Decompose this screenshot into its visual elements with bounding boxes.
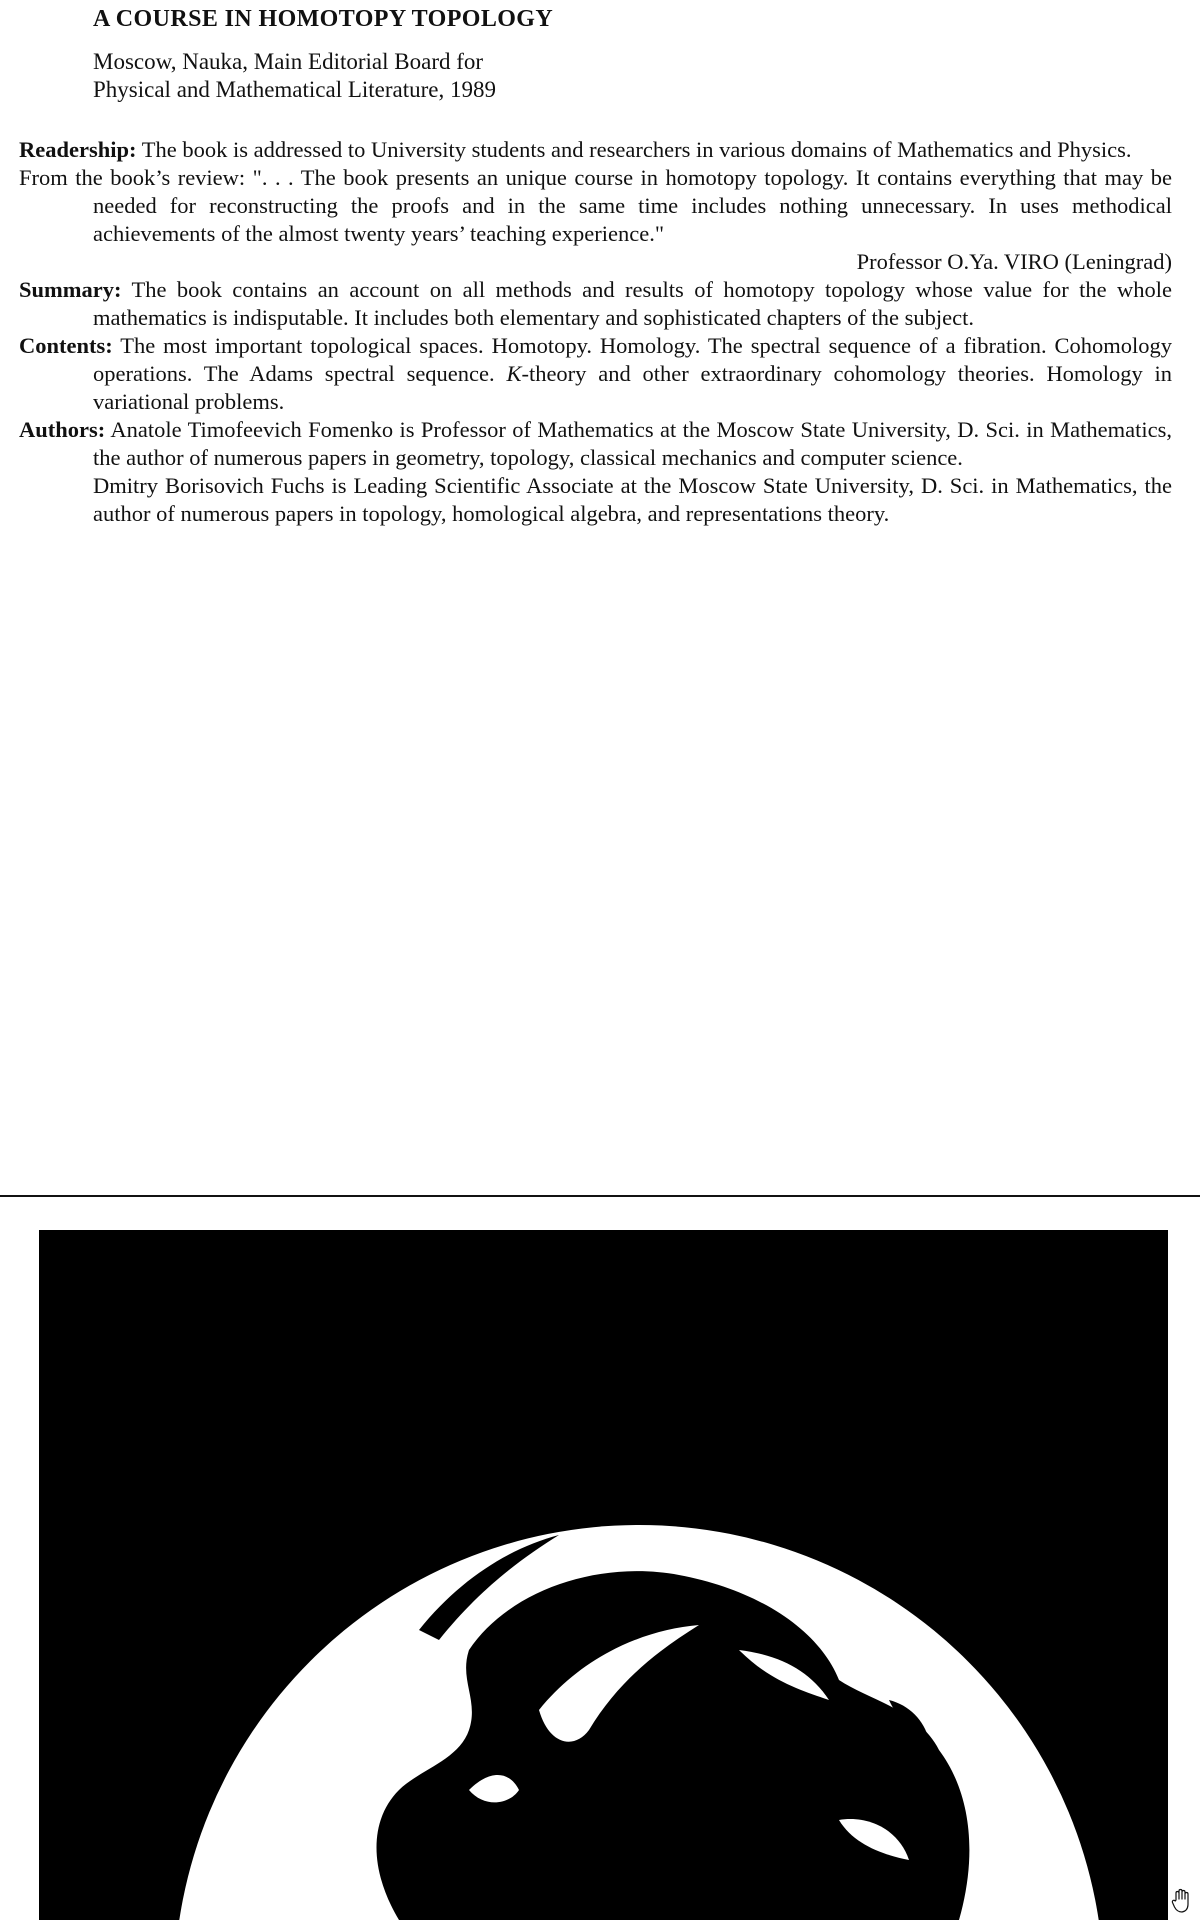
book-title: A COURSE IN HOMOTOPY TOPOLOGY xyxy=(93,6,554,32)
authors-text-fomenko: Anatole Timofeevich Fomenko is Professor of Mathematics at the Moscow State University, D. Sci. in Mathematics, the author of numerous papers in geometry, topology, classical mechanics and computer science. xyxy=(93,417,1172,470)
summary-label: Summary: xyxy=(19,277,122,302)
review-signoff: Professor O.Ya. VIRO (Leningrad) xyxy=(856,249,1172,274)
contents-label: Contents: xyxy=(19,333,113,358)
readership-entry xyxy=(19,136,1172,164)
contents-text-part2: -theory and other extraordinary cohomology theories. Homology in variational problems. xyxy=(93,361,1172,414)
readership-label: Readership: xyxy=(19,137,137,162)
contents-text-part1: The most important topological spaces. Homotopy. Homology. The spectral sequence of a fibration. Cohomology operations. The Adams spectral sequence. xyxy=(93,333,1172,386)
contents-entry xyxy=(19,332,1172,416)
authors-text-fuchs: Dmitry Borisovich Fuchs is Leading Scientific Associate at the Moscow State University, D. Sci. in Mathematics, the author of numerous papers in topology, homological algebra, and representations theory. xyxy=(93,473,1172,526)
summary-text: The book contains an account on all methods and results of homotopy topology whose value for the whole mathematics is indisputable. It includes both elementary and sophisticated chapters of the subject. xyxy=(93,277,1172,330)
publisher-line-1: Moscow, Nauka, Main Editorial Board for xyxy=(93,49,484,74)
contents-k-symbol: K xyxy=(506,361,522,386)
annotation-entries xyxy=(19,136,1172,528)
summary-entry xyxy=(19,276,1172,332)
review-label: From the book’s review: xyxy=(19,165,246,190)
separator-line xyxy=(0,1195,1200,1197)
cover-artwork-graphic xyxy=(39,1230,1168,1920)
authors-entry xyxy=(19,416,1172,472)
hand-icon xyxy=(1170,1888,1194,1914)
review-text: ". . . The book presents an unique course in homotopy topology. It contains everything that may be needed for reconstructing the proofs and in the same time includes nothing unnecessary. In uses methodical achievements of the almost twenty years’ teaching experience." xyxy=(93,165,1172,246)
readership-text: The book is addressed to University students and researchers in various domains of Mathematics and Physics. xyxy=(136,137,1132,162)
review-entry xyxy=(19,164,1172,248)
publisher-line-2: Physical and Mathematical Literature, 1989 xyxy=(93,77,497,102)
cover-artwork xyxy=(39,1230,1168,1920)
publisher-info xyxy=(93,48,496,104)
authors-label: Authors: xyxy=(19,417,106,442)
